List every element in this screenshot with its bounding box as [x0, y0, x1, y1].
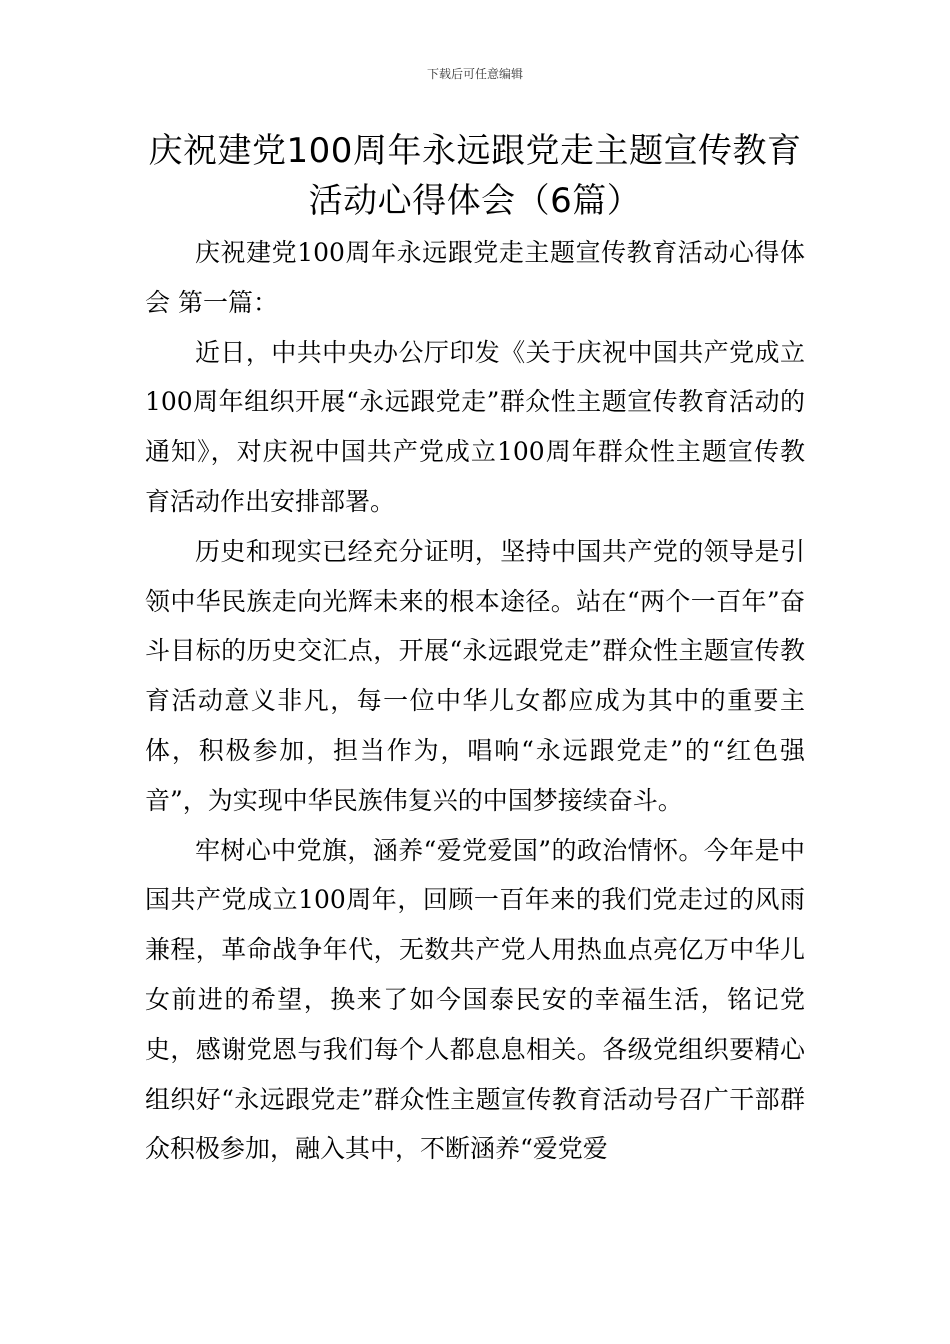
body-paragraph: 历史和现实已经充分证明，坚持中国共产党的领导是引领中华民族走向光辉未来的根本途径。站在“两个一百年”奋斗目标的历史交汇点，开展“永远跟党走”群众性主题宣传教育活动意义非凡，每一位中华儿女都应成为其中的重要主体，积极参加，担当作为，唱响“永远跟党走”的“红色强音”，为实现中华民族伟复兴的中国梦接续奋斗。	[145, 536, 805, 815]
body-paragraph: 牢树心中党旗，涵养“爱党爱国”的政治情怀。今年是中国共产党成立100周年，回顾一百年来的我们党走过的风雨兼程，革命战争年代，无数共产党人用热血点亮亿万中华儿女前进的希望，换来了如今国泰民安的幸福生活，铭记党史，感谢党恩与我们每个人都息息相关。各级党组织要精心组织好“永远跟党走”群众性主题宣传教育活动号召广干部群众积极参加，融入其中，不断涵养“爱党爱	[145, 835, 805, 1164]
document-title: 庆祝建党100周年永远跟党走主题宣传教育活动心得体会（6篇）	[148, 131, 802, 221]
body-paragraph: 近日，中共中央办公厅印发《关于庆祝中国共产党成立100周年组织开展“永远跟党走”群众性主题宣传教育活动的通知》，对庆祝中国共产党成立100周年群众性主题宣传教育活动作出安排部署。	[145, 337, 805, 516]
header-note: 下载后可任意编辑	[426, 67, 523, 81]
section-heading: 庆祝建党100周年永远跟党走主题宣传教育活动心得体会 第一篇：	[145, 238, 805, 317]
document-body	[145, 228, 805, 1174]
